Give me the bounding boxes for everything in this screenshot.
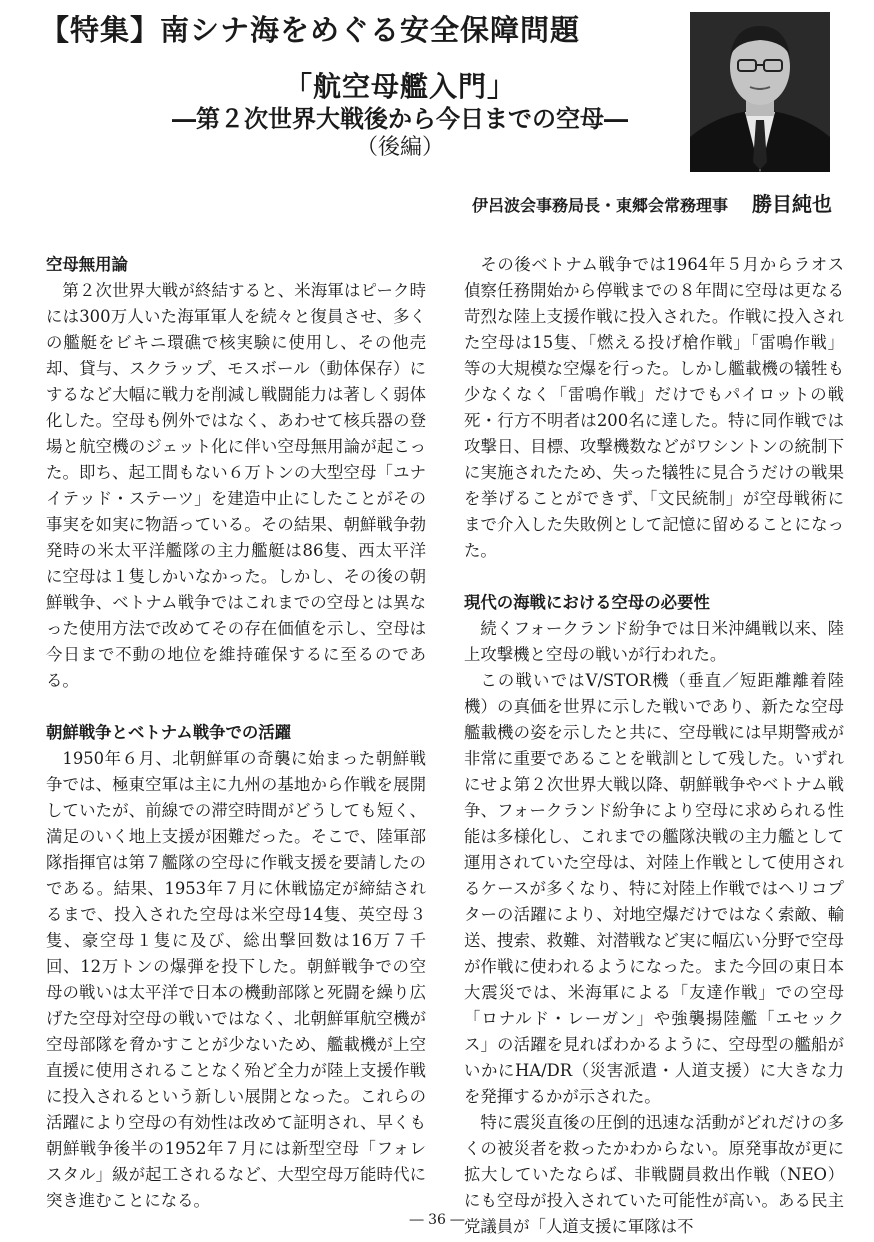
paragraph: 1950年６月、北朝鮮軍の奇襲に始まった朝鮮戦争では、極東空軍は主に九州の基地から作戦を展開していたが、前線での滞空時間がどうしても短く、満足のいく地上支援が困難だった。そこで、陸軍部隊指揮官は第７艦隊の空母に作戦支援を要請したのである。結果、1953年７月に休戦協定が締結されるまで、投入された空母は米空母14隻、英空母３隻、豪空母１隻に及び、総出撃回数は16万７千回、12万トンの爆弾を投下した。朝鮮戦争での空母の戦いは太平洋で日本の機動部隊と死闘を繰り広げた空母対空母の戦いではなく、北朝鮮軍航空機が空母部隊を脅かすことが少ないため、艦載機が上空直援に使用されることなく殆ど全力が陸上支援作戦に投入されるという新しい展開となった。これらの活躍により空母の有効性は改めて証明され、早くも朝鮮戦争後半の1952年７月には新型空母「フォレスタル」級が起工されるなど、大型空母万能時代に突き進むことになる。: [46, 749, 426, 1210]
section-heading: 朝鮮戦争とベトナム戦争での活躍: [46, 723, 292, 742]
paragraph: 続くフォークランド紛争では日米沖縄戦以来、陸上攻撃機と空母の戦いが行われた。: [464, 619, 844, 664]
author-affiliation: 伊呂波会事務局長・東郷会常務理事: [471, 196, 728, 215]
article-title: 「航空母艦入門」: [283, 70, 516, 103]
author-portrait-icon: [690, 12, 830, 172]
author-name: 勝目純也: [752, 192, 832, 216]
paragraph: この戦いではV/STOR機（垂直／短距離離着陸機）の真価を世界に示した戦いであり、新たな空母艦載機の姿を示したと共に、空母戦には早期警戒が非常に重要であることを戦訓として残した。いずれにせよ第２次世界大戦以降、朝鮮戦争やベトナム戦争、フォークランド紛争により空母に求められる性能は多様化し、これまでの艦隊決戦の主力艦として運用されていた空母は、対陸上作戦として使用されるケースが多くなり、特に対陸上作戦ではヘリコプターの活躍により、対地空爆だけではなく索敵、輸送、捜索、救難、対潜戦など実に幅広い分野で空母が作戦に使われるようになった。また今回の東日本大震災では、米海軍による「友達作戦」での空母「ロナルド・レーガン」や強襲揚陸艦「エセックス」の活躍を見ればわかるように、空母型の艦船がいかにHA/DR（災害派遣・人道支援）に大きな力を発揮するかが示された。: [464, 671, 844, 1106]
page-number: ― 36 ―: [409, 1212, 465, 1228]
paragraph: 第２次世界大戦が終結すると、米海軍はピーク時には300万人いた海軍軍人を続々と復員させ、多くの艦艇をビキニ環礁で核実験に使用し、その他売却、貸与、スクラップ、モスボール（動体保存）にするなど大幅に戦力を削減し戦闘能力は著しく弱体化した。空母も例外ではなく、あわせて核兵器の登場と航空機のジェット化に伴い空母無用論が起こった。即ち、起工間もない６万トンの大型空母「ユナイテッド・ステーツ」を建造中止にしたことがその事実を如実に物語っている。その結果、朝鮮戦争勃発時の米太平洋艦隊の主力艦艇は86隻、西太平洋に空母は１隻しかいなかった。しかし、その後の朝鮮戦争、ベトナム戦争ではこれまでの空母とは異なった使用方法で改めてその存在価値を示し、空母は今日まで不動の地位を維持確保するに至るのである。: [46, 281, 426, 690]
left-column: [46, 252, 426, 1214]
series-title: 【特集】南シナ海をめぐる安全保障問題: [40, 13, 581, 47]
right-column: [464, 252, 844, 1240]
paragraph: その後ベトナム戦争では1964年５月からラオス偵察任務開始から停戦までの８年間に空母は更なる苛烈な陸上支援作戦に投入された。作戦に投入された空母は15隻、「燃える投げ槍作戦」「雷鳴作戦」等の大規模な空爆を行った。しかし艦載機の犠牲も少なくなく「雷鳴作戦」だけでもパイロットの戦死・行方不明者は200名に達した。特に同作戦では攻撃日、目標、攻撃機数などがワシントンの統制下に実施されたため、失った犠牲に見合うだけの戦果を挙げることができず、「文民統制」が空母戦術にまで介入した失敗例として記憶に留めることになった。: [464, 255, 844, 560]
article-part: （後編）: [355, 135, 444, 160]
author-line: [400, 188, 832, 217]
title-block: [120, 70, 680, 162]
section-heading: 空母無用論: [46, 255, 128, 274]
paragraph: 特に震災直後の圧倒的迅速な活動がどれだけの多くの被災者を救ったかわからない。原発事故が更に拡大していたならば、非戦闘員救出作戦（NEO）にも空母が投入されていた可能性が高い。ある民主党議員が「人道支援に軍隊は不: [464, 1113, 844, 1236]
section-heading: 現代の海戦における空母の必要性: [464, 593, 710, 612]
article-subtitle: ―第２次世界大戦後から今日までの空母―: [172, 104, 628, 133]
author-photo: [690, 12, 830, 172]
